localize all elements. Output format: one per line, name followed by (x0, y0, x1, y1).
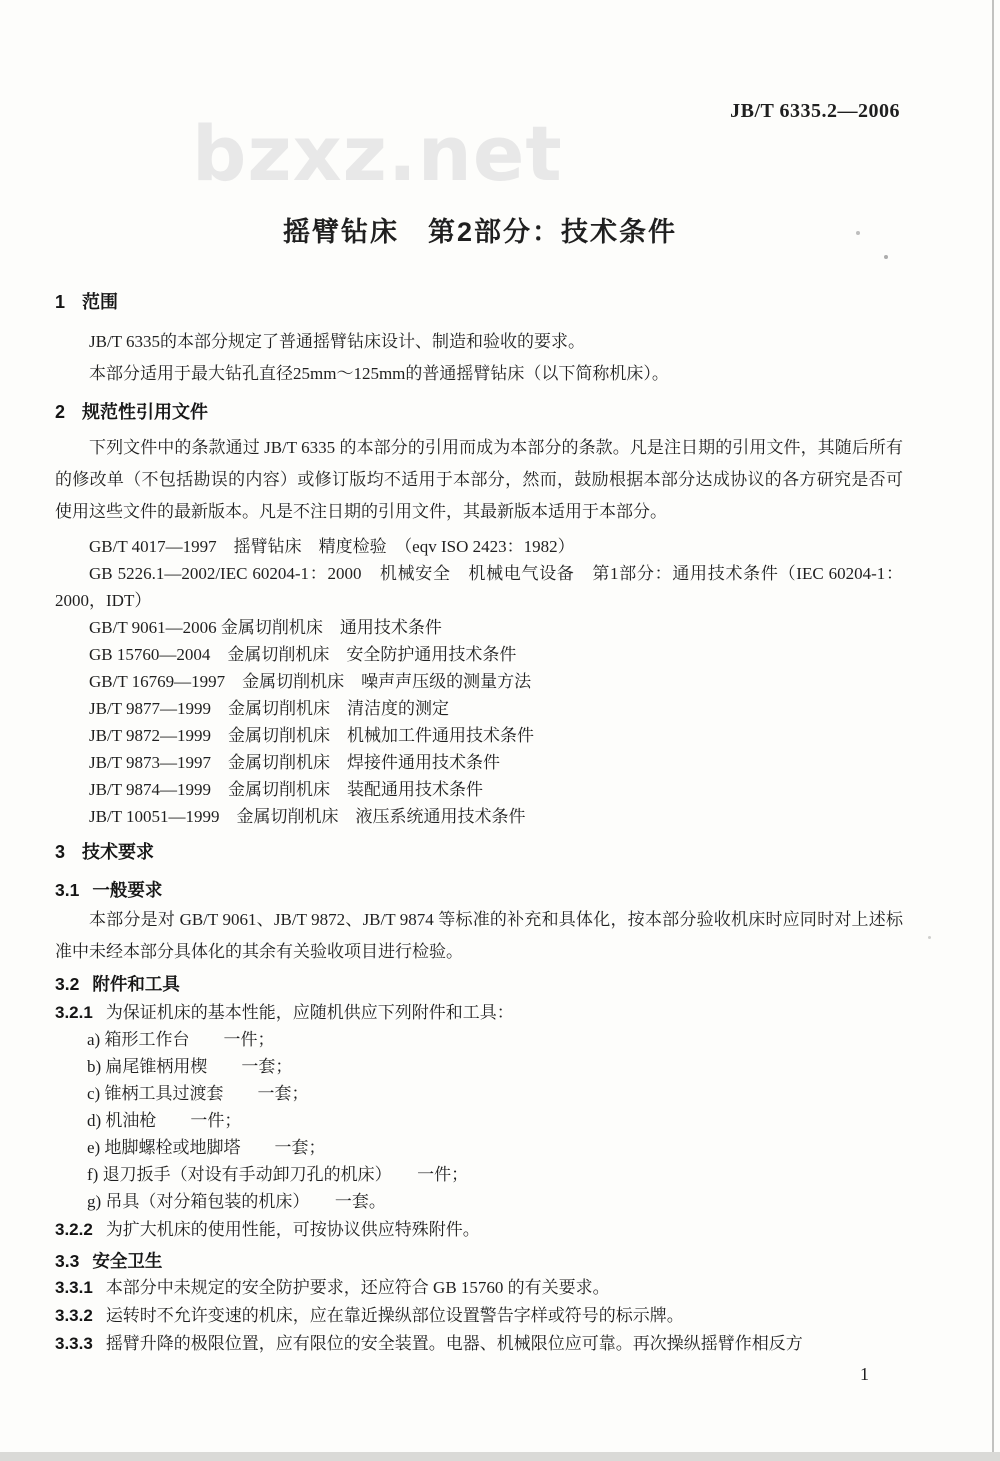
paragraph: 本部分适用于最大钻孔直径25mm～125mm的普通摇臂钻床（以下简称机床）。 (89, 364, 669, 383)
clause-text: 为保证机床的基本性能，应随机供应下列附件和工具： (105, 1003, 514, 1022)
accessory-list (55, 1026, 903, 1215)
reference-item: GB 5226.1—2002/IEC 60204-1：2000 机械安全 机械电气设备 第1部分：通用技术条件（IEC 60204-1：2000，IDT） (55, 564, 903, 610)
reference-item: GB/T 9061—2006 金属切削机床 通用技术条件 (89, 618, 442, 637)
section-1-body (55, 326, 903, 390)
clause-number: 3.2.2 (55, 1220, 93, 1239)
clause-text: 运转时不允许变速的机床，应在靠近操纵部位设置警告字样或符号的标示牌。 (105, 1306, 684, 1325)
clause-text: 本部分中未规定的安全防护要求，还应符合 GB 15760 的有关要求。 (105, 1278, 610, 1297)
section-3-2-number: 3.2 (55, 974, 80, 994)
scan-speck (928, 936, 931, 939)
section-3-3-title: 安全卫生 (92, 1251, 163, 1271)
clause-3-3-3 (55, 1330, 903, 1357)
section-3-2-title: 附件和工具 (92, 974, 180, 994)
reference-item: JB/T 9877—1999 金属切削机床 清洁度的测定 (89, 699, 450, 718)
list-item: d) 机油枪 一件； (87, 1111, 242, 1130)
section-3-3-heading (55, 1249, 903, 1273)
clause-text: 摇臂升降的极限位置，应有限位的安全装置。电器、机械限位应可靠。再次操纵摇臂作相反方 (105, 1334, 803, 1353)
clause-text: 为扩大机床的使用性能，可按协议供应特殊附件。 (105, 1220, 480, 1239)
document-body (55, 285, 903, 1357)
clause-3-2-1 (55, 999, 903, 1026)
list-item: c) 锥柄工具过渡套 一套； (87, 1084, 309, 1103)
document-title: 摇臂钻床 第2部分：技术条件 (282, 217, 677, 247)
standard-code: JB/T 6335.2—2006 (730, 100, 900, 122)
reference-item: GB/T 4017—1997 摇臂钻床 精度检验 （eqv ISO 2423：1982） (89, 537, 575, 556)
watermark-text: bzxz.net (192, 109, 563, 198)
page-edge-bottom (0, 1452, 1000, 1461)
clause-number: 3.3.2 (55, 1306, 93, 1325)
section-2-intro-paragraph: 下列文件中的条款通过 JB/T 6335 的本部分的引用而成为本部分的条款。凡是注日期的引用文件，其随后所有的修改单（不包括勘误的内容）或修订版均不适用于本部分，然而，鼓励根据本部分达成协议的各方研究是否可使用这些文件的最新版本。凡是不注日期的引用文件，其最新版本适用于本部分。 (55, 438, 903, 521)
list-item: f) 退刀扳手（对设有手动卸刀孔的机床） 一件； (87, 1165, 469, 1184)
section-2-heading (55, 400, 903, 424)
section-3-title: 技术要求 (82, 842, 155, 862)
clause-number: 3.3.1 (55, 1278, 93, 1297)
normative-references-list (55, 533, 903, 830)
clause-number: 3.2.1 (55, 1003, 93, 1022)
section-3-2-heading (55, 972, 903, 996)
clause-3-2-2 (55, 1216, 903, 1243)
list-item: g) 吊具（对分箱包装的机床） 一套。 (87, 1192, 386, 1211)
section-3-number: 3 (55, 842, 66, 862)
section-1-title: 范围 (82, 292, 119, 312)
section-1-heading (55, 290, 903, 314)
paragraph: JB/T 6335的本部分规定了普通摇臂钻床设计、制造和验收的要求。 (89, 332, 586, 351)
clause-3-3-2 (55, 1302, 903, 1329)
section-1-number: 1 (55, 292, 66, 312)
reference-item: GB/T 16769—1997 金属切削机床 噪声声压级的测量方法 (89, 672, 532, 691)
page-edge-right (992, 0, 994, 1461)
reference-item: JB/T 10051—1999 金属切削机床 液压系统通用技术条件 (89, 807, 526, 826)
page-number: 1 (860, 1364, 869, 1384)
scan-speck (856, 231, 860, 235)
list-item: a) 箱形工作台 一件； (87, 1030, 275, 1049)
section-3-heading (55, 840, 903, 864)
reference-item: GB 15760—2004 金属切削机床 安全防护通用技术条件 (89, 645, 517, 664)
section-3-1-paragraph: 本部分是对 GB/T 9061、JB/T 9872、JB/T 9874 等标准的补充和具体化，按本部分验收机床时应同时对上述标准中未经本部分具体化的其余有关验收项目进行检验。 (55, 910, 903, 961)
section-3-1-heading (55, 878, 903, 902)
reference-item: JB/T 9874—1999 金属切削机床 装配通用技术条件 (89, 780, 484, 799)
reference-item: JB/T 9873—1997 金属切削机床 焊接件通用技术条件 (89, 753, 501, 772)
list-item: e) 地脚螺栓或地脚塔 一套； (87, 1138, 326, 1157)
reference-item: JB/T 9872—1999 金属切削机床 机械加工件通用技术条件 (89, 726, 535, 745)
list-item: b) 扁尾锥柄用楔 一套； (87, 1057, 293, 1076)
section-3-1-number: 3.1 (55, 880, 80, 900)
clause-3-3-1 (55, 1274, 903, 1301)
scan-speck (884, 255, 888, 259)
section-2-title: 规范性引用文件 (82, 402, 209, 422)
section-3-3-number: 3.3 (55, 1251, 80, 1271)
section-2-number: 2 (55, 402, 66, 422)
clause-number: 3.3.3 (55, 1334, 93, 1353)
section-3-1-title: 一般要求 (92, 880, 163, 900)
